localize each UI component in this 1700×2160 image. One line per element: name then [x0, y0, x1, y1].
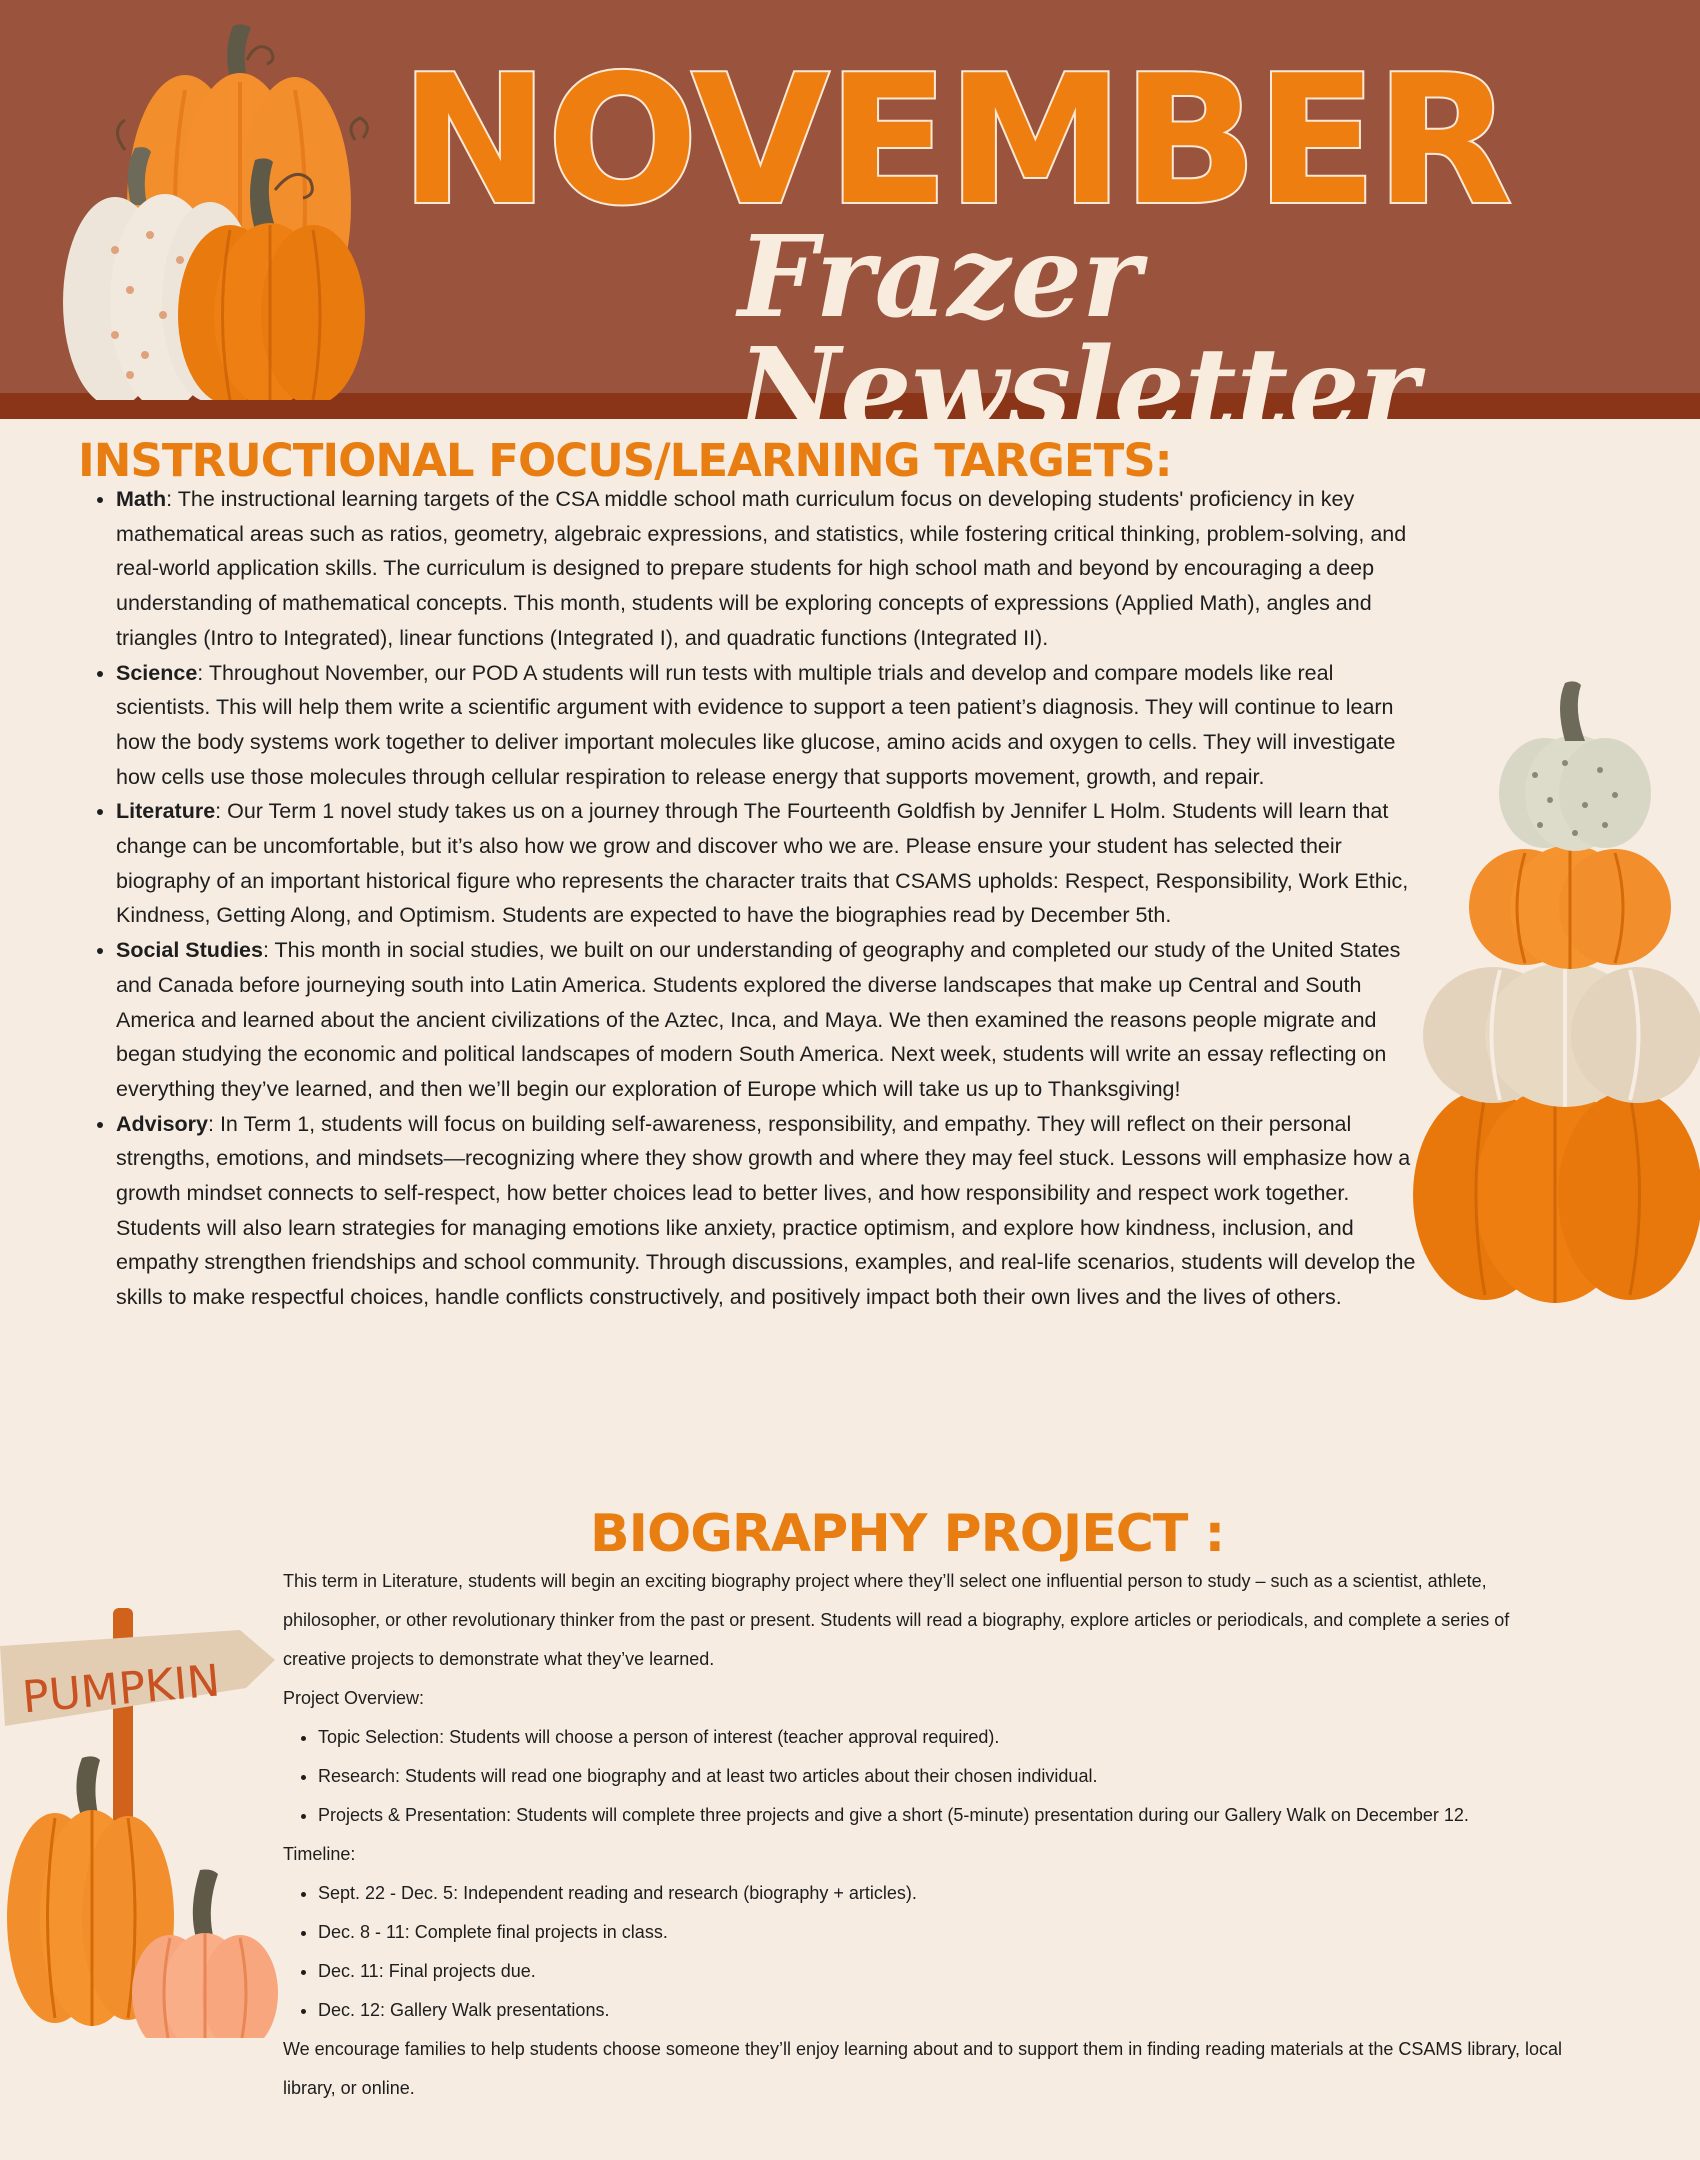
focus-item-text: : This month in social studies, we built on our understanding of geography and completed our study of the United States and Canada before journeying south into Latin America. Students explored the diverse landscapes that make up Central and South America and learned about the ancient civilizations of the Aztec, Inca, and Maya. We then examined the reasons people migrate and began studying the economic and political landscapes of modern South America. Next week, students will write an essay reflecting on everything they’ve learned, and then we’ll begin our exploration of Europe which will take us up to Thanksgiving!: [116, 938, 1401, 1101]
pumpkin-stack-illustration: [1405, 675, 1700, 1305]
focus-item-label: Science: [116, 660, 198, 685]
biography-project-body: [283, 1562, 1573, 2108]
project-overview-label: Project Overview:: [283, 1688, 425, 1708]
list-item: • Dec. 11: Final projects due.: [318, 1952, 1573, 1991]
focus-item-social-studies: [116, 933, 1416, 1107]
pumpkin-cluster-illustration: [55, 20, 385, 400]
focus-item-label: Social Studies: [116, 938, 263, 963]
timeline-label: Timeline:: [283, 1844, 356, 1864]
pumpkin-sign-illustration: [0, 1608, 290, 2038]
project-overview-list: [283, 1718, 1573, 1835]
instructional-focus-heading: INSTRUCTIONAL FOCUS/LEARNING TARGETS:: [78, 434, 1172, 487]
list-item: • Dec. 8 - 11: Complete final projects in class.: [318, 1913, 1573, 1952]
list-item: • Projects & Presentation: Students will complete three projects and give a short (5-minute) presentation during our Gallery Walk on December 12.: [318, 1796, 1573, 1835]
biography-intro: This term in Literature, students will begin an exciting biography project where they’ll select one influential person to study – such as a scientist, athlete, philosopher, or other revolutionary thinker from the past or present. Students will read a biography, explore articles or periodicals, and complete a series of creative projects to demonstrate what they’ve learned.: [283, 1571, 1510, 1669]
focus-item-math: [116, 482, 1416, 656]
focus-item-label: Math: [116, 487, 167, 511]
timeline-list: [283, 1874, 1573, 2030]
focus-item-text: : Our Term 1 novel study takes us on a journey through The Fourteenth Goldfish by Jennifer L Holm. Students will learn that change can be uncomfortable, but it’s also how we grow and discover who we are. Please ensure your student has selected their biography of an important historical figure who represents the character traits that CSAMS upholds: Respect, Responsibility, Work Ethic, Kindness, Getting Along, and Optimism. Students are expected to have the biographies read by December 5th.: [116, 799, 1409, 928]
pumpkin-sign-text: PUMPKIN: [20, 1655, 222, 1724]
focus-item-label: Literature: [116, 799, 216, 824]
focus-item-text: : The instructional learning targets of the CSA middle school math curriculum focus on developing students' proficiency in key mathematical areas such as ratios, geometry, algebraic expressions, and statistics, while fostering critical thinking, problem-solving, and real-world application skills. The curriculum is designed to prepare students for high school math and beyond by encouraging a deep understanding of mathematical concepts. This month, students will be exploring concepts of expressions (Applied Math), angles and triangles (Intro to Integrated), linear functions (Integrated I), and quadratic functions (Integrated II).: [116, 487, 1407, 650]
focus-item-text: : In Term 1, students will focus on building self-awareness, responsibility, and empathy. They will reflect on their personal strengths, emotions, and mindsets—recognizing where they show growth and where they may feel stuck. Lessons will emphasize how a growth mindset connects to self-respect, how better choices lead to better lives, and how responsibility and respect work together. Students will also learn strategies for managing emotions like anxiety, practice optimism, and explore how kindness, inclusion, and empathy strengthen friendships and school community. Through discussions, examples, and real-life scenarios, students will develop the skills to make respectful choices, handle conflicts constructively, and positively impact both their own lives and the lives of others.: [116, 1111, 1416, 1310]
list-item: • Research: Students will read one biography and at least two articles about their chosen individual.: [318, 1757, 1573, 1796]
biography-project-heading: BIOGRAPHY PROJECT :: [590, 1504, 1225, 1564]
newsletter-subtitle: Frazer Newsletter: [738, 212, 1419, 455]
list-item: • Dec. 12: Gallery Walk presentations.: [318, 1991, 1573, 2030]
focus-item-advisory: [116, 1107, 1416, 1315]
newsletter-month-title: NOVEMBER: [400, 37, 1511, 244]
focus-item-label: Advisory: [116, 1111, 209, 1136]
instructional-focus-list: [84, 482, 1416, 1315]
biography-closing: We encourage families to help students choose someone they’ll enjoy learning about and to support them in finding reading materials at the CSAMS library, local library, or online.: [283, 2039, 1563, 2098]
focus-item-text: : Throughout November, our POD A students will run tests with multiple trials and develop and compare models like real scientists. This will help them write a scientific argument with evidence to support a teen patient’s diagnosis. They will continue to learn how the body systems work together to deliver important molecules like glucose, amino acids and oxygen to cells. They will investigate how cells use those molecules through cellular respiration to release energy that supports movement, growth, and repair.: [116, 660, 1396, 789]
focus-item-literature: [116, 794, 1416, 933]
list-item: • Topic Selection: Students will choose a person of interest (teacher approval required).: [318, 1718, 1573, 1757]
focus-item-science: [116, 656, 1416, 795]
list-item: • Sept. 22 - Dec. 5: Independent reading and research (biography + articles).: [318, 1874, 1573, 1913]
